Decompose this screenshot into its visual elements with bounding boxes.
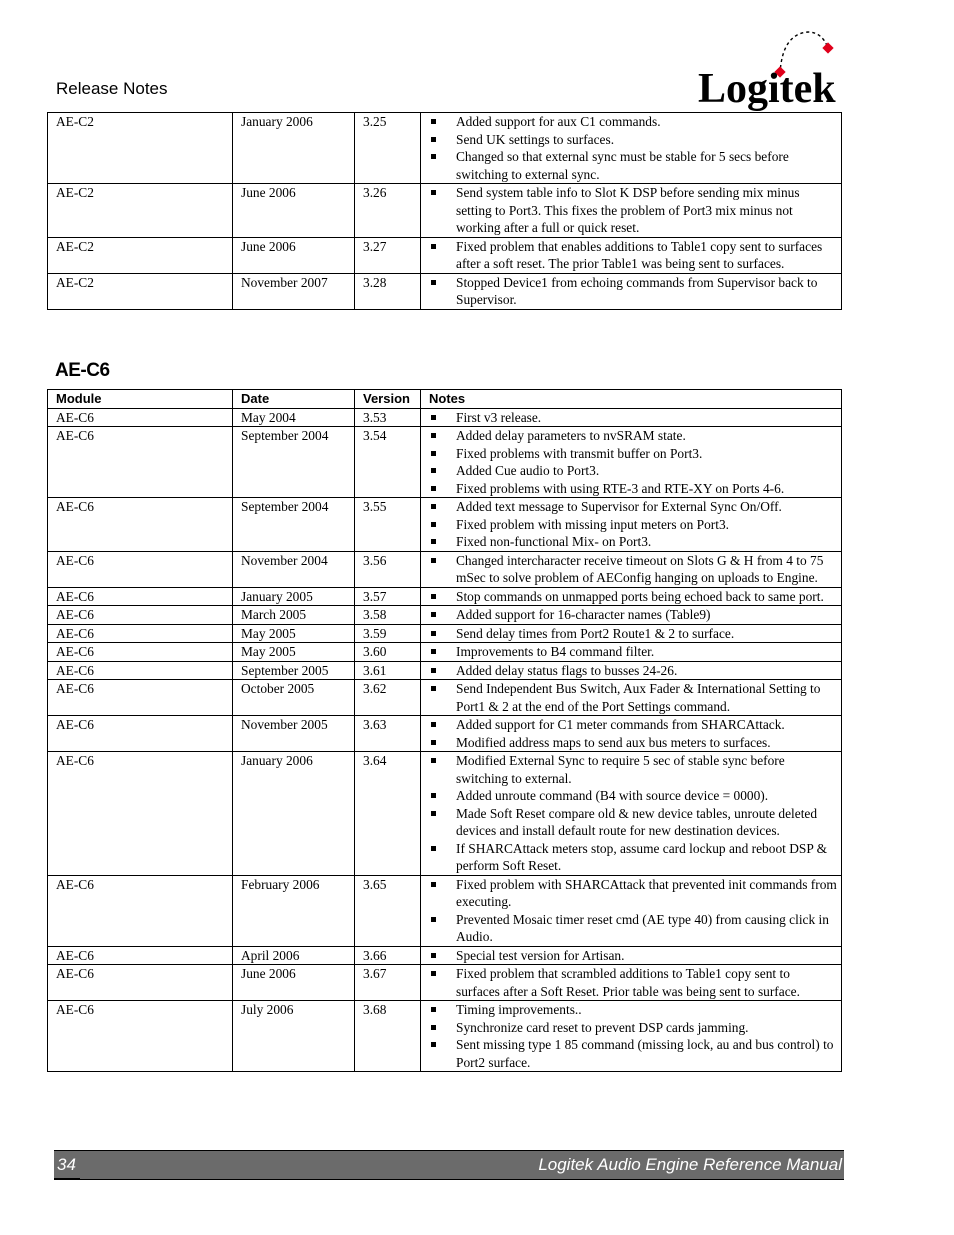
note-item: Modified address maps to send aux bus meters to surfaces. [429,734,837,752]
ae-c6-table-body [48,408,842,1072]
version-cell: 3.59 [355,624,421,643]
table-row [48,498,842,552]
notes-list [429,752,837,875]
notes-list [429,184,837,237]
module-cell: AE-C6 [48,551,233,587]
date-cell: October 2005 [233,680,355,716]
date-cell: January 2006 [233,113,355,184]
notes-list [429,876,837,946]
table-row [48,643,842,662]
note-item: If SHARCAttack meters stop, assume card lockup and reboot DSP & perform Soft Reset. [429,840,837,875]
notes-cell [421,113,842,184]
date-cell: September 2004 [233,498,355,552]
note-item: Prevented Mosaic timer reset cmd (AE type 40) from causing click in Audio. [429,911,837,946]
notes-cell [421,1001,842,1072]
date-cell: September 2005 [233,661,355,680]
logitek-logo [696,26,846,112]
module-cell: AE-C2 [48,273,233,309]
module-cell: AE-C6 [48,680,233,716]
date-cell: March 2005 [233,606,355,625]
note-item: Made Soft Reset compare old & new device tables, unroute deleted devices and install default route for new destination devices. [429,805,837,840]
table-row [48,113,842,184]
page-number-underline [54,1178,80,1180]
module-cell: AE-C6 [48,408,233,427]
version-cell: 3.64 [355,752,421,876]
module-cell: AE-C2 [48,237,233,273]
date-cell: February 2006 [233,875,355,946]
date-cell: May 2005 [233,643,355,662]
module-cell: AE-C6 [48,606,233,625]
note-item: Added support for aux C1 commands. [429,113,837,131]
table-row [48,661,842,680]
table-header-row [48,390,842,409]
notes-cell [421,498,842,552]
notes-list [429,606,837,624]
version-cell: 3.63 [355,716,421,752]
module-cell: AE-C6 [48,965,233,1001]
date-cell: June 2006 [233,237,355,273]
notes-list [429,238,837,273]
date-cell: September 2004 [233,427,355,498]
date-cell: November 2005 [233,716,355,752]
notes-list [429,427,837,497]
table-row [48,587,842,606]
table-row [48,680,842,716]
notes-cell [421,965,842,1001]
module-cell: AE-C2 [48,113,233,184]
note-item: Added delay status flags to busses 24-26. [429,662,837,680]
note-item: Fixed problems with using RTE-3 and RTE-XY on Ports 4-6. [429,480,837,498]
version-cell: 3.65 [355,875,421,946]
notes-cell [421,408,842,427]
table-row [48,273,842,309]
note-item: Changed so that external sync must be stable for 5 secs before switching to external sync. [429,148,837,183]
notes-cell [421,946,842,965]
version-cell: 3.26 [355,184,421,238]
note-item: Improvements to B4 command filter. [429,643,837,661]
date-cell: July 2006 [233,1001,355,1072]
notes-cell [421,875,842,946]
module-cell: AE-C6 [48,661,233,680]
notes-list [429,680,837,715]
version-cell: 3.68 [355,1001,421,1072]
note-item: Added unroute command (B4 with source device = 0000). [429,787,837,805]
note-item: Synchronize card reset to prevent DSP cards jamming. [429,1019,837,1037]
version-cell: 3.28 [355,273,421,309]
module-cell: AE-C6 [48,427,233,498]
notes-cell [421,427,842,498]
date-cell: June 2006 [233,184,355,238]
version-cell: 3.55 [355,498,421,552]
notes-list [429,588,837,606]
note-item: Send delay times from Port2 Route1 & 2 to surface. [429,625,837,643]
table-row [48,965,842,1001]
table-row [48,408,842,427]
table-row [48,1001,842,1072]
notes-list [429,947,837,965]
date-cell: January 2006 [233,752,355,876]
module-cell: AE-C6 [48,624,233,643]
date-cell: May 2005 [233,624,355,643]
notes-cell [421,587,842,606]
version-cell: 3.56 [355,551,421,587]
notes-cell [421,643,842,662]
version-cell: 3.25 [355,113,421,184]
table-row [48,606,842,625]
version-cell: 3.66 [355,946,421,965]
note-item: Added text message to Supervisor for External Sync On/Off. [429,498,837,516]
notes-cell [421,752,842,876]
note-item: Sent missing type 1 85 command (missing lock, au and bus control) to Port2 surface. [429,1036,837,1071]
note-item: Send Independent Bus Switch, Aux Fader & International Setting to Port1 & 2 at the end of the Port Settings command. [429,680,837,715]
note-item: Fixed problems with transmit buffer on Port3. [429,445,837,463]
logo-text: Logitek [698,66,836,112]
notes-cell [421,273,842,309]
version-cell: 3.53 [355,408,421,427]
note-item: Added delay parameters to nvSRAM state. [429,427,837,445]
table-row [48,752,842,876]
table-row [48,624,842,643]
note-item: Changed intercharacter receive timeout on Slots G & H from 4 to 75 mSec to solve problem of AEConfig hanging on uploads to Engine. [429,552,837,587]
version-cell: 3.61 [355,661,421,680]
ae-c2-table-body [48,113,842,310]
table-row [48,551,842,587]
note-item: Added Cue audio to Port3. [429,462,837,480]
notes-cell [421,680,842,716]
module-cell: AE-C6 [48,587,233,606]
column-header-module: Module [48,390,233,409]
notes-list [429,625,837,643]
note-item: Fixed problem that enables additions to Table1 copy sent to surfaces after a soft reset. The prior Table1 was being sent to surfaces. [429,238,837,273]
note-item: Added support for 16-character names (Table9) [429,606,837,624]
version-cell: 3.60 [355,643,421,662]
notes-cell [421,716,842,752]
table-row [48,427,842,498]
note-item: Send UK settings to surfaces. [429,131,837,149]
module-cell: AE-C6 [48,716,233,752]
note-item: Modified External Sync to require 5 sec of stable sync before switching to external. [429,752,837,787]
section-heading-ae-c6: AE-C6 [55,360,110,381]
version-cell: 3.67 [355,965,421,1001]
notes-list [429,498,837,551]
note-item: Added support for C1 meter commands from SHARCAttack. [429,716,837,734]
notes-list [429,274,837,309]
notes-list [429,716,837,751]
note-item: Send system table info to Slot K DSP before sending mix minus setting to Port3. This fixes the problem of Port3 mix minus not working after a full or quick reset. [429,184,837,237]
notes-list [429,552,837,587]
table-row [48,946,842,965]
ae-c6-release-table [47,389,842,1072]
column-header-date: Date [233,390,355,409]
version-cell: 3.57 [355,587,421,606]
notes-list [429,113,837,183]
notes-cell [421,184,842,238]
notes-cell [421,551,842,587]
notes-list [429,409,837,427]
version-cell: 3.58 [355,606,421,625]
date-cell: April 2006 [233,946,355,965]
date-cell: June 2006 [233,965,355,1001]
table-row [48,716,842,752]
column-header-notes: Notes [421,390,842,409]
module-cell: AE-C6 [48,1001,233,1072]
ae-c2-release-table [47,112,842,310]
notes-list [429,662,837,680]
column-header-version: Version [355,390,421,409]
date-cell: November 2007 [233,273,355,309]
note-item: Stopped Device1 from echoing commands from Supervisor back to Supervisor. [429,274,837,309]
notes-list [429,643,837,661]
note-item: First v3 release. [429,409,837,427]
note-item: Stop commands on unmapped ports being echoed back to same port. [429,588,837,606]
notes-cell [421,624,842,643]
note-item: Fixed problem with missing input meters on Port3. [429,516,837,534]
table-row [48,875,842,946]
note-item: Fixed problem with SHARCAttack that prevented init commands from executing. [429,876,837,911]
date-cell: November 2004 [233,551,355,587]
date-cell: May 2004 [233,408,355,427]
module-cell: AE-C6 [48,946,233,965]
manual-title: Logitek Audio Engine Reference Manual [538,1155,842,1174]
module-cell: AE-C6 [48,875,233,946]
notes-cell [421,606,842,625]
note-item: Special test version for Artisan. [429,947,837,965]
notes-list [429,1001,837,1071]
notes-list [429,965,837,1000]
notes-cell [421,237,842,273]
module-cell: AE-C6 [48,498,233,552]
table-row [48,184,842,238]
notes-cell [421,661,842,680]
module-cell: AE-C6 [48,643,233,662]
module-cell: AE-C6 [48,752,233,876]
page-number: 34 [57,1155,76,1174]
version-cell: 3.62 [355,680,421,716]
page-footer [54,1150,844,1180]
note-item: Fixed problem that scrambled additions to Table1 copy sent to surfaces after a Soft Reset. Prior table was being sent to surface. [429,965,837,1000]
module-cell: AE-C2 [48,184,233,238]
note-item: Timing improvements.. [429,1001,837,1019]
table-row [48,237,842,273]
page-header-title: Release Notes [56,79,168,98]
note-item: Fixed non-functional Mix- on Port3. [429,533,837,551]
logo-graphic [696,26,846,112]
version-cell: 3.27 [355,237,421,273]
version-cell: 3.54 [355,427,421,498]
date-cell: January 2005 [233,587,355,606]
